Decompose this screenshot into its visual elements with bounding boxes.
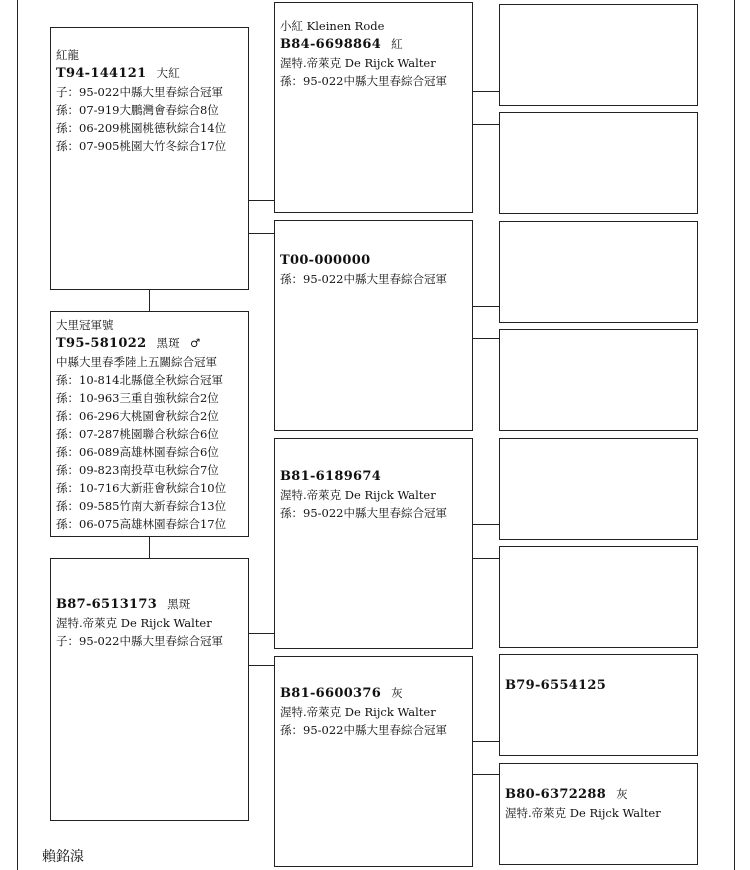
gp3-ring-line	[280, 468, 472, 486]
connector-gp4-ggp7	[472, 741, 499, 742]
ggp1-box	[499, 4, 698, 106]
gp1-note: 渥特.帝萊克 De Rijck Walter	[280, 56, 436, 70]
dam-ring: B87-6513173	[56, 597, 158, 612]
subject-note: 孫：10-814北縣億全秋綜合冠軍	[56, 373, 223, 387]
ggp8-note: 渥特.帝萊克 De Rijck Walter	[505, 806, 661, 820]
subject-note: 孫：06-075高雄林園春綜合17位	[56, 517, 227, 531]
connector-subject-dam	[149, 536, 150, 558]
ggp6-box	[499, 546, 698, 648]
gp4-ring-line	[280, 684, 472, 703]
sire-note: 孫：07-919大鵬灣會春綜合8位	[56, 103, 219, 117]
connector-gp2-ggp3	[472, 306, 499, 307]
sire-box	[50, 27, 249, 290]
connector-gp2-ggp4	[472, 338, 499, 339]
gp4-ring: B81-6600376	[280, 686, 382, 701]
sire-name: 紅龍	[56, 48, 79, 62]
ggp3-box	[499, 221, 698, 323]
subject-note: 孫：10-963三重自強秋綜合2位	[56, 391, 219, 405]
ggp7-ring: B79-6554125	[505, 678, 607, 693]
subject-note: 孫：07-287桃園聯合秋綜合6位	[56, 427, 219, 441]
owner-name: 賴銘湶	[42, 849, 84, 865]
gp3-box	[274, 438, 473, 649]
connector-gp3-ggp6	[472, 558, 499, 559]
connector-gp1-ggp2	[472, 124, 499, 125]
sire-ring: T94-144121	[56, 66, 147, 81]
gp1-ring: B84-6698864	[280, 37, 382, 52]
connector-sire-subject	[149, 289, 150, 311]
male-sex-icon: ♂	[190, 336, 201, 350]
gp1-box	[274, 2, 473, 213]
dam-box	[50, 558, 249, 821]
ggp8-ring-line	[505, 785, 697, 804]
gp2-note: 孫：95-022中縣大里春綜合冠軍	[280, 272, 447, 286]
gp2-box	[274, 220, 473, 431]
connector-gp1-ggp1	[472, 91, 499, 92]
subject-box	[50, 311, 249, 537]
ggp7-box	[499, 654, 698, 756]
connector-sire-gp1	[248, 200, 274, 201]
connector-gp3-ggp5	[472, 524, 499, 525]
ggp2-box	[499, 112, 698, 214]
sire-ring-line	[56, 64, 248, 83]
sire-note: 子：95-022中縣大里春綜合冠軍	[56, 85, 223, 99]
subject-note: 孫：10-716大新莊會秋綜合10位	[56, 481, 227, 495]
gp4-note: 渥特.帝萊克 De Rijck Walter	[280, 705, 436, 719]
gp3-note: 渥特.帝萊克 De Rijck Walter	[280, 488, 436, 502]
ggp5-box	[499, 438, 698, 540]
gp1-ring-line	[280, 35, 472, 54]
subject-name: 大里冠軍號	[56, 318, 114, 332]
dam-color: 黑斑	[167, 597, 191, 611]
sire-color: 大紅	[156, 66, 181, 80]
sire-note: 孫：07-905桃園大竹冬綜合17位	[56, 139, 227, 153]
subject-ring: T95-581022	[56, 336, 147, 351]
subject-color: 黑斑	[156, 336, 181, 350]
ggp7-ring-line	[505, 677, 697, 695]
gp1-note: 孫：95-022中縣大里春綜合冠軍	[280, 74, 447, 88]
dam-note: 子：95-022中縣大里春綜合冠軍	[56, 634, 223, 648]
gp2-ring: T00-000000	[280, 253, 371, 268]
ggp8-box	[499, 763, 698, 865]
gp4-note: 孫：95-022中縣大里春綜合冠軍	[280, 723, 447, 737]
gp3-note: 孫：95-022中縣大里春綜合冠軍	[280, 506, 447, 520]
ggp8-ring: B80-6372288	[505, 787, 607, 802]
dam-note: 渥特.帝萊克 De Rijck Walter	[56, 616, 212, 630]
gp4-box	[274, 656, 473, 867]
ggp8-color: 灰	[616, 787, 628, 801]
connector-sire-gp2	[248, 233, 274, 234]
sire-note: 孫：06-209桃園桃德秋綜合14位	[56, 121, 227, 135]
subject-note: 孫：09-823南投草屯秋綜合7位	[56, 463, 219, 477]
gp2-ring-line	[280, 252, 472, 270]
subject-note: 孫：06-089高雄林園春綜合6位	[56, 445, 219, 459]
gp4-color: 灰	[391, 686, 403, 700]
subject-note: 孫：09-585竹南大新春綜合13位	[56, 499, 227, 513]
connector-dam-gp4	[248, 665, 274, 666]
subject-note: 中縣大里春季陸上五關綜合冠軍	[56, 355, 217, 369]
connector-gp4-ggp8	[472, 774, 499, 775]
subject-note: 孫：06-296大桃園會秋綜合2位	[56, 409, 219, 423]
ggp4-box	[499, 329, 698, 431]
connector-dam-gp3	[248, 633, 274, 634]
gp3-ring: B81-6189674	[280, 469, 382, 484]
dam-ring-line	[56, 595, 248, 614]
gp1-name: 小紅 Kleinen Rode	[280, 19, 385, 33]
subject-ring-line	[56, 334, 248, 353]
gp1-color: 紅	[391, 37, 403, 51]
